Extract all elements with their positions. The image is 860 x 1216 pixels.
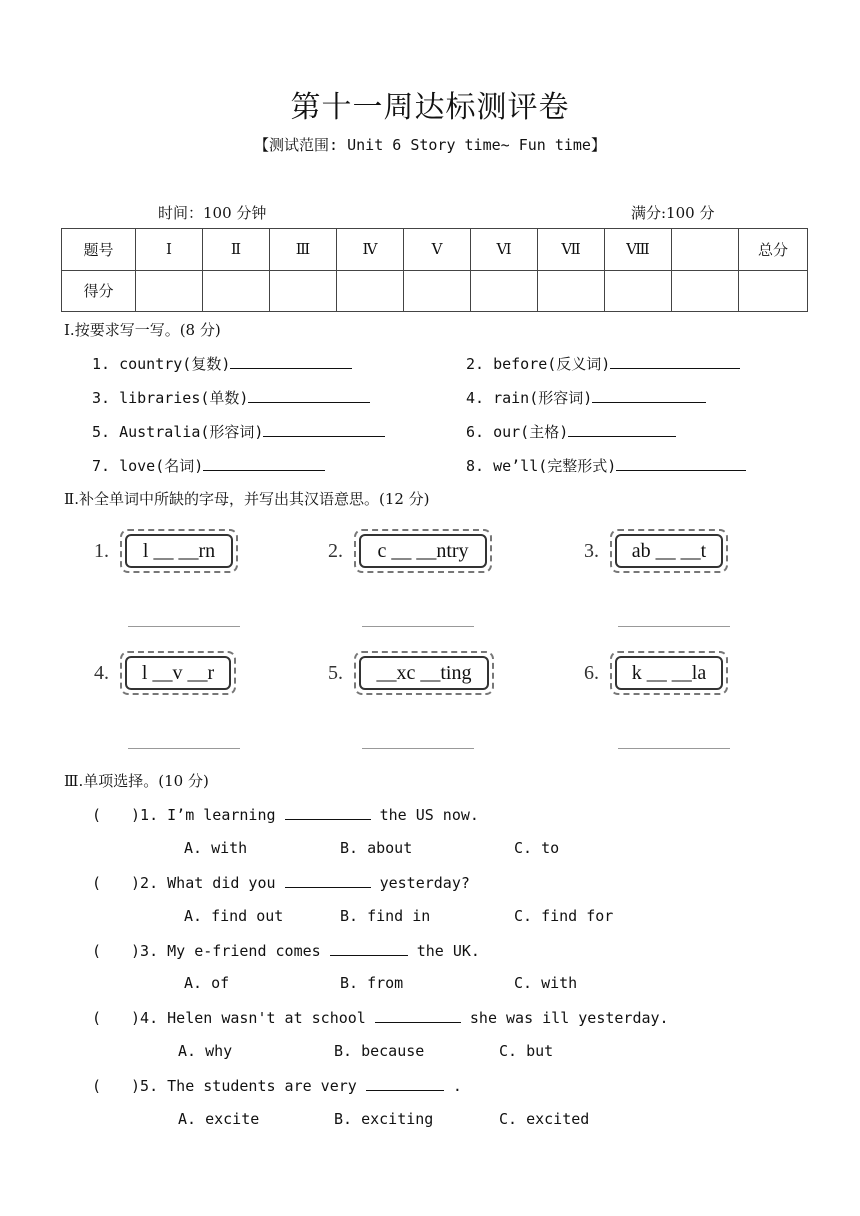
question-number: )3.: [131, 942, 159, 960]
write-item-text: 3. libraries(单数): [92, 389, 249, 407]
answer-paren-open[interactable]: (: [92, 1009, 102, 1027]
word-puzzle: k __ __la: [615, 656, 723, 690]
write-item: [466, 455, 746, 476]
option[interactable]: A. excite: [178, 1110, 260, 1128]
option[interactable]: C. to: [514, 839, 560, 857]
answer-blank[interactable]: [568, 422, 676, 437]
question: [92, 1008, 669, 1027]
section-3-heading: Ⅲ.单项选择。(10 分): [64, 772, 209, 790]
answer-paren-open[interactable]: (: [92, 1077, 102, 1095]
score-cell[interactable]: [404, 270, 471, 312]
score-cell[interactable]: [538, 270, 605, 312]
answer-line[interactable]: [128, 748, 240, 749]
option[interactable]: C. excited: [499, 1110, 590, 1128]
word-puzzle: c __ __ntry: [359, 534, 487, 568]
answer-paren-open[interactable]: (: [92, 942, 102, 960]
question-text: the UK.: [416, 942, 480, 960]
table-header-cell: Ⅲ: [270, 229, 337, 271]
word-puzzle: l __ __rn: [125, 534, 233, 568]
full-score-label: 满分:100 分: [631, 204, 715, 222]
option[interactable]: A. find out: [184, 907, 284, 925]
table-header-cell: Ⅱ: [203, 229, 270, 271]
answer-blank[interactable]: [592, 388, 706, 403]
option[interactable]: C. find for: [514, 907, 614, 925]
option[interactable]: B. find in: [340, 907, 431, 925]
write-item-text: 6. our(主格): [466, 423, 569, 441]
question-blank: [366, 1076, 444, 1091]
time-label: 时间：100 分钟: [158, 204, 267, 222]
word-number: 1.: [94, 540, 109, 562]
question-number: )1.: [131, 806, 159, 824]
question-number: )2.: [131, 874, 159, 892]
question: [92, 805, 479, 824]
word-number: 4.: [94, 662, 109, 684]
question-text: yesterday?: [379, 874, 470, 892]
write-item: [466, 353, 740, 374]
question-number: )5.: [131, 1077, 159, 1095]
question: [92, 873, 470, 892]
option[interactable]: C. with: [514, 974, 578, 992]
score-table: [61, 228, 808, 312]
word-number: 5.: [328, 662, 343, 684]
question-text: The students are very: [167, 1077, 357, 1095]
write-item: [92, 353, 352, 374]
question-blank: [285, 805, 371, 820]
table-header-row: [62, 229, 808, 271]
write-item-text: 7. love(名词): [92, 457, 204, 475]
score-cell[interactable]: [136, 270, 203, 312]
option[interactable]: B. because: [334, 1042, 425, 1060]
word-box: [120, 651, 236, 695]
table-header-cell: Ⅰ: [136, 229, 203, 271]
test-scope: 【测试范围: Unit 6 Story time~ Fun time】: [254, 136, 606, 154]
table-header-cell: [672, 229, 739, 271]
option[interactable]: C. but: [499, 1042, 554, 1060]
word-puzzle: l __v __r: [125, 656, 231, 690]
write-item-text: 1. country(复数): [92, 355, 231, 373]
option[interactable]: A. of: [184, 974, 230, 992]
question-text: What did you: [167, 874, 276, 892]
table-header-cell: 总分: [739, 229, 808, 271]
table-header-cell: Ⅴ: [404, 229, 471, 271]
question: [92, 941, 480, 960]
answer-blank[interactable]: [610, 354, 740, 369]
write-item: [92, 421, 385, 442]
question-text: Helen wasn't at school: [167, 1009, 366, 1027]
question: [92, 1076, 462, 1095]
word-number: 2.: [328, 540, 343, 562]
section-2-heading: Ⅱ.补全单词中所缺的字母，并写出其汉语意思。(12 分): [64, 490, 430, 508]
answer-blank[interactable]: [248, 388, 370, 403]
table-header-cell: Ⅷ: [605, 229, 672, 271]
answer-paren-open[interactable]: (: [92, 874, 102, 892]
write-item-text: 8. we’ll(完整形式): [466, 457, 617, 475]
word-box: [120, 529, 238, 573]
write-item-text: 4. rain(形容词): [466, 389, 593, 407]
option[interactable]: B. from: [340, 974, 404, 992]
question-text: the US now.: [379, 806, 479, 824]
word-number: 6.: [584, 662, 599, 684]
option[interactable]: A. why: [178, 1042, 233, 1060]
word-box: [610, 529, 728, 573]
table-header-cell: Ⅵ: [471, 229, 538, 271]
question-text: she was ill yesterday.: [469, 1009, 669, 1027]
word-box: [354, 651, 494, 695]
write-item-text: 2. before(反义词): [466, 355, 611, 373]
word-puzzle: ab __ __t: [615, 534, 723, 568]
answer-line[interactable]: [362, 626, 474, 627]
answer-blank[interactable]: [230, 354, 352, 369]
section-1-heading: Ⅰ.按要求写一写。(8 分): [64, 321, 221, 339]
score-cell[interactable]: [471, 270, 538, 312]
table-score-label: 得分: [62, 270, 136, 312]
score-cell[interactable]: [203, 270, 270, 312]
write-item: [92, 387, 370, 408]
word-number: 3.: [584, 540, 599, 562]
answer-line[interactable]: [128, 626, 240, 627]
question-blank: [285, 873, 371, 888]
score-cell[interactable]: [605, 270, 672, 312]
score-cell[interactable]: [672, 270, 739, 312]
question-number: )4.: [131, 1009, 159, 1027]
question-blank: [375, 1008, 461, 1023]
question-text: I’m learning: [167, 806, 276, 824]
answer-line[interactable]: [362, 748, 474, 749]
answer-blank[interactable]: [263, 422, 385, 437]
option[interactable]: B. exciting: [334, 1110, 434, 1128]
write-item-text: 5. Australia(形容词): [92, 423, 264, 441]
answer-line[interactable]: [618, 626, 730, 627]
score-cell[interactable]: [337, 270, 404, 312]
score-cell[interactable]: [270, 270, 337, 312]
answer-line[interactable]: [618, 748, 730, 749]
question-text: My e-friend comes: [167, 942, 321, 960]
answer-paren-open[interactable]: (: [92, 806, 102, 824]
write-item: [92, 455, 325, 476]
table-score-row: [62, 270, 808, 312]
table-header-cell: Ⅶ: [538, 229, 605, 271]
page-title: 第十一周达标测评卷: [290, 90, 570, 125]
option[interactable]: A. with: [184, 839, 248, 857]
score-cell[interactable]: [739, 270, 808, 312]
word-box: [610, 651, 728, 695]
word-box: [354, 529, 492, 573]
question-blank: [330, 941, 408, 956]
answer-blank[interactable]: [616, 456, 746, 471]
answer-blank[interactable]: [203, 456, 325, 471]
word-puzzle: __xc __ting: [359, 656, 489, 690]
write-item: [466, 421, 676, 442]
write-item: [466, 387, 706, 408]
option[interactable]: B. about: [340, 839, 413, 857]
table-header-cell: 题号: [62, 229, 136, 271]
question-text: .: [452, 1077, 462, 1095]
table-header-cell: Ⅳ: [337, 229, 404, 271]
